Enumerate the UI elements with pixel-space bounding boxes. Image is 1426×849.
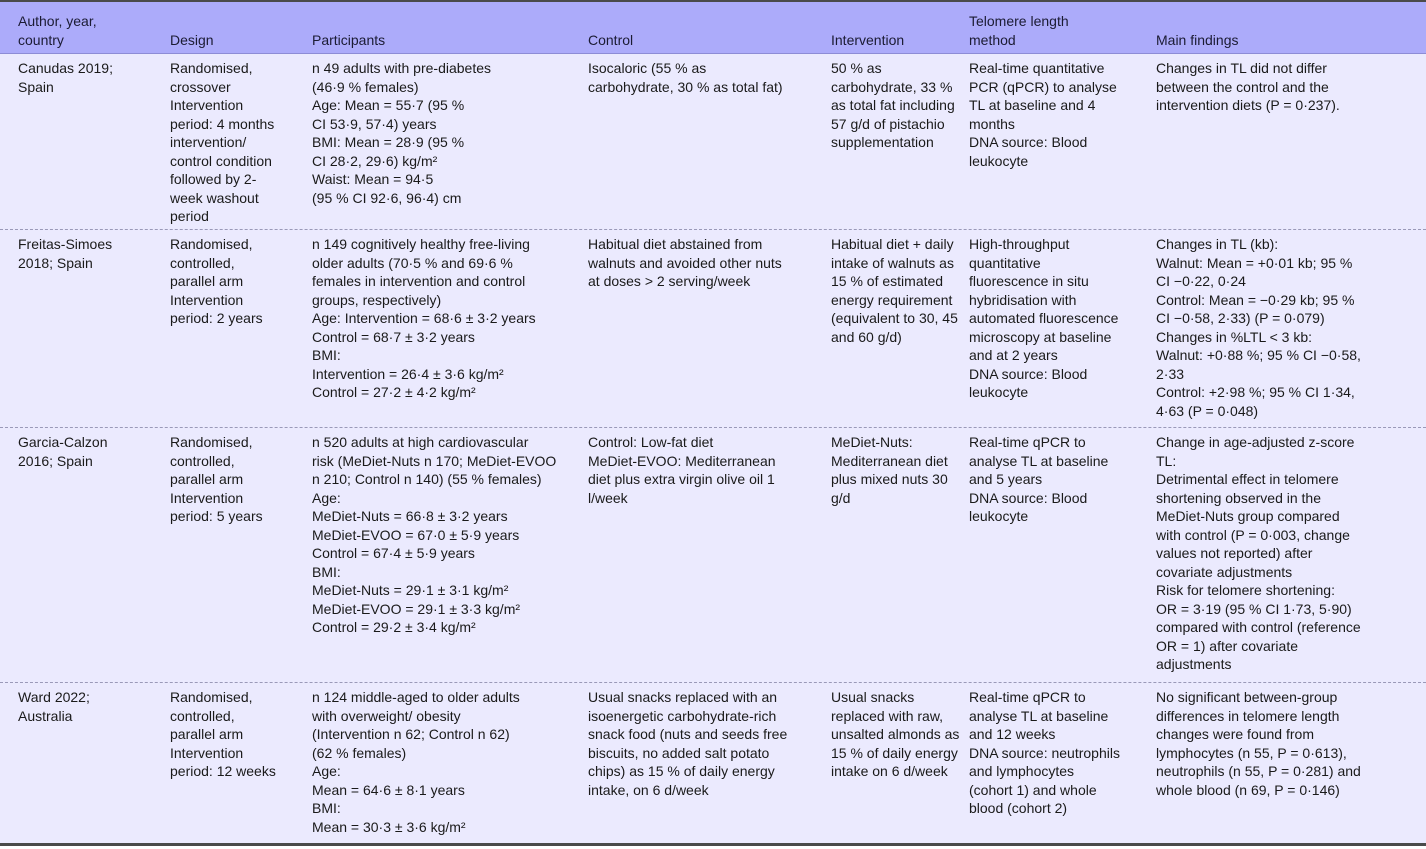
header-author xyxy=(0,2,170,53)
cell-line: risk (MeDiet-Nuts n 170; MeDiet-EVOO xyxy=(312,452,557,469)
cell-line: analyse TL at baseline xyxy=(969,452,1109,469)
cell-method xyxy=(969,683,1156,843)
cell-line: BMI: Mean = 28·9 (95 % xyxy=(312,134,465,150)
cell-line: Control: Mean = −0·29 kb; 95 % xyxy=(1156,291,1355,308)
cell-line: Detrimental effect in telomere xyxy=(1156,471,1339,487)
cell-line: Randomised, xyxy=(170,60,253,76)
cell-line: and at 2 years xyxy=(969,347,1058,363)
cell-line: BMI: xyxy=(312,563,341,580)
cell-author xyxy=(0,428,170,682)
cell-line: with overweight/ obesity xyxy=(312,707,461,724)
cell-line: CI 53·9, 57·4) years xyxy=(312,115,437,132)
cell-line: quantitative xyxy=(969,254,1041,271)
cell-participants xyxy=(312,428,588,682)
cell-design xyxy=(170,230,312,427)
cell-line: (62 % females) xyxy=(312,744,407,761)
cell-line: leukocyte xyxy=(969,384,1029,400)
cell-line: Control = 29·2 ± 3·4 kg/m² xyxy=(312,619,476,635)
cell-control xyxy=(588,428,831,682)
cell-line: Real-time qPCR to xyxy=(969,434,1086,450)
header-intervention xyxy=(831,2,969,53)
cell-line: No significant between-group xyxy=(1156,689,1338,705)
cell-line: neutrophils (n 55, P = 0·281) and xyxy=(1156,763,1361,779)
cell-line: Control = 67·4 ± 5·9 years xyxy=(312,545,475,561)
cell-line: parallel arm xyxy=(170,273,244,289)
cell-line: 15 % of estimated xyxy=(831,273,944,289)
cell-line: n 210; Control n 140) (55 % females) xyxy=(312,471,542,487)
cell-line: parallel arm xyxy=(170,471,244,487)
cell-line: intake, on 6 d/week xyxy=(588,781,709,798)
cell-line: DNA source: Blood xyxy=(969,489,1088,506)
cell-line: Randomised, xyxy=(170,689,253,705)
cell-line: TL at baseline and 4 xyxy=(969,97,1096,113)
header-design xyxy=(170,2,312,53)
cell-line: Canudas 2019; xyxy=(18,60,113,76)
cell-line: CI 28·2, 29·6) kg/m² xyxy=(312,152,438,169)
cell-findings xyxy=(1156,683,1426,843)
cell-method xyxy=(969,428,1156,682)
cell-line: Real-time quantitative xyxy=(969,60,1105,76)
cell-line: Age: xyxy=(312,489,341,506)
cell-line: intake of walnuts as xyxy=(831,254,954,271)
cell-control xyxy=(588,54,831,229)
cell-line: controlled, xyxy=(170,707,235,724)
cell-line: MeDiet-Nuts: xyxy=(831,434,913,450)
cell-line: MeDiet-EVOO = 29·1 ± 3·3 kg/m² xyxy=(312,600,521,617)
cell-line: period: 2 years xyxy=(170,310,263,326)
cell-line: 2018; Spain xyxy=(18,254,93,271)
cell-line: and 12 weeks xyxy=(969,726,1056,742)
cell-participants xyxy=(312,230,588,427)
cell-line: Garcia-Calzon xyxy=(18,434,108,450)
cell-design xyxy=(170,428,312,682)
header-control xyxy=(588,2,831,53)
cell-line: changes were found from xyxy=(1156,726,1314,742)
cell-line: differences in telomere length xyxy=(1156,707,1340,724)
table-header xyxy=(0,2,1426,54)
cell-line: compared with control (reference xyxy=(1156,619,1361,635)
cell-line: (95 % CI 92·6, 96·4) cm xyxy=(312,189,462,206)
cell-line: controlled, xyxy=(170,452,235,469)
cell-line: and 5 years xyxy=(969,471,1043,487)
cell-line: OR = 1) after covariate xyxy=(1156,637,1299,654)
cell-line: isoenergetic carbohydrate-rich xyxy=(588,707,777,724)
cell-line: values not reported) after xyxy=(1156,545,1313,561)
cell-line: Risk for telomere shortening: xyxy=(1156,582,1335,598)
cell-line: carbohydrate, 30 % as total fat) xyxy=(588,78,783,95)
header-label: Intervention xyxy=(831,31,905,48)
cell-line: Habitual diet + daily xyxy=(831,236,954,252)
cell-line: 4·63 (P = 0·048) xyxy=(1156,402,1259,419)
cell-line: plus mixed nuts 30 xyxy=(831,471,948,487)
cell-line: Mean = 64·6 ± 8·1 years xyxy=(312,781,465,798)
cell-line: 2·33 xyxy=(1156,365,1185,382)
cell-line: at doses > 2 serving/week xyxy=(588,273,751,289)
cell-line: l/week xyxy=(588,489,628,506)
cell-line: shortening observed in the xyxy=(1156,489,1321,506)
cell-line: n 49 adults with pre-diabetes xyxy=(312,60,491,76)
header-label: Control xyxy=(588,31,634,48)
table-row xyxy=(0,427,1426,682)
table-row xyxy=(0,54,1426,229)
cell-line: Australia xyxy=(18,707,73,724)
cell-line: followed by 2- xyxy=(170,171,257,187)
cell-line: MeDiet-EVOO = 67·0 ± 5·9 years xyxy=(312,526,520,543)
cell-line: CI −0·58, 2·33) (P = 0·079) xyxy=(1156,310,1325,326)
cell-line: Randomised, xyxy=(170,236,253,252)
cell-line: MeDiet-Nuts = 29·1 ± 3·1 kg/m² xyxy=(312,582,509,598)
cell-control xyxy=(588,683,831,843)
cell-line: PCR (qPCR) to analyse xyxy=(969,78,1117,95)
cell-author xyxy=(0,230,170,427)
cell-findings xyxy=(1156,54,1426,229)
cell-line: g/d xyxy=(831,489,851,506)
cell-line: Change in age-adjusted z-score xyxy=(1156,434,1355,450)
cell-participants xyxy=(312,683,588,843)
cell-line: Control: +2·98 %; 95 % CI 1·34, xyxy=(1156,384,1355,400)
cell-line: hybridisation with xyxy=(969,291,1077,308)
cell-intervention xyxy=(831,428,969,682)
cell-line: (Intervention n 62; Control n 62) xyxy=(312,726,510,742)
cell-line: Intervention xyxy=(170,291,244,308)
cell-line: intake on 6 d/week xyxy=(831,763,948,779)
cell-line: Randomised, xyxy=(170,434,253,450)
cell-line: walnuts and avoided other nuts xyxy=(588,254,782,271)
cell-line: MeDiet-Nuts group compared xyxy=(1156,508,1340,524)
cell-line: unsalted almonds as xyxy=(831,726,960,742)
cell-line: automated fluorescence xyxy=(969,310,1119,326)
cell-line: (46·9 % females) xyxy=(312,78,419,95)
cell-line: High-throughput xyxy=(969,236,1070,252)
cell-method xyxy=(969,54,1156,229)
cell-line: as total fat including xyxy=(831,97,955,113)
cell-line: blood (cohort 2) xyxy=(969,800,1068,816)
cell-line: period: 5 years xyxy=(170,508,263,524)
cell-intervention xyxy=(831,683,969,843)
header-label: Main findings xyxy=(1156,31,1239,48)
cell-line: older adults (70·5 % and 69·6 % xyxy=(312,254,513,271)
cell-author xyxy=(0,683,170,843)
header-method xyxy=(969,2,1156,53)
cell-line: lymphocytes (n 55, P = 0·613), xyxy=(1156,744,1347,761)
cell-line: months xyxy=(969,115,1015,132)
table-row xyxy=(0,682,1426,843)
cell-line: leukocyte xyxy=(969,508,1029,524)
cell-findings xyxy=(1156,428,1426,682)
cell-line: Walnut: Mean = +0·01 kb; 95 % xyxy=(1156,254,1353,271)
cell-line: between the control and the xyxy=(1156,78,1329,95)
cell-line: CI −0·22, 0·24 xyxy=(1156,273,1246,289)
cell-line: Habitual diet abstained from xyxy=(588,236,763,252)
cell-line: replaced with raw, xyxy=(831,707,944,724)
cell-line: diet plus extra virgin olive oil 1 xyxy=(588,471,775,487)
cell-line: 57 g/d of pistachio xyxy=(831,115,945,132)
header-label: Telomere length xyxy=(969,13,1069,29)
cell-line: and lymphocytes xyxy=(969,763,1075,779)
cell-line: (equivalent to 30, 45 xyxy=(831,310,958,326)
cell-line: Control: Low-fat diet xyxy=(588,434,714,450)
cell-line: (cohort 1) and whole xyxy=(969,781,1097,798)
cell-line: BMI: xyxy=(312,800,341,816)
cell-line: OR = 3·19 (95 % CI 1·73, 5·90) xyxy=(1156,600,1352,617)
cell-line: fluorescence in situ xyxy=(969,273,1089,289)
cell-line: period: 4 months xyxy=(170,115,275,132)
cell-line: crossover xyxy=(170,78,231,95)
cell-method xyxy=(969,230,1156,427)
cell-line: Mediterranean diet xyxy=(831,452,948,469)
cell-line: Control = 27·2 ± 4·2 kg/m² xyxy=(312,384,476,400)
cell-intervention xyxy=(831,230,969,427)
cell-line: TL: xyxy=(1156,452,1177,469)
cell-line: females in intervention and control xyxy=(312,273,526,289)
cell-line: 50 % as xyxy=(831,60,882,76)
cell-line: groups, respectively) xyxy=(312,291,442,308)
cell-line: control condition xyxy=(170,152,272,169)
cell-line: Age: xyxy=(312,763,341,779)
cell-line: whole blood (n 69, P = 0·146) xyxy=(1156,781,1340,798)
cell-line: Intervention xyxy=(170,489,244,506)
cell-line: Spain xyxy=(18,78,54,95)
cell-line: MeDiet-Nuts = 66·8 ± 3·2 years xyxy=(312,508,508,524)
cell-line: 2016; Spain xyxy=(18,452,93,469)
cell-line: Intervention = 26·4 ± 3·6 kg/m² xyxy=(312,365,504,382)
cell-line: Freitas-Simoes xyxy=(18,236,113,252)
cell-line: n 520 adults at high cardiovascular xyxy=(312,434,529,450)
cell-line: intervention/ xyxy=(170,134,247,150)
cell-line: controlled, xyxy=(170,254,235,271)
cell-line: Age: Mean = 55·7 (95 % xyxy=(312,97,465,113)
cell-line: Isocaloric (55 % as xyxy=(588,60,707,76)
cell-participants xyxy=(312,54,588,229)
cell-line: period xyxy=(170,208,209,224)
cell-line: microscopy at baseline xyxy=(969,328,1112,345)
cell-line: n 124 middle-aged to older adults xyxy=(312,689,520,705)
header-label: Design xyxy=(170,31,214,48)
cell-line: DNA source: Blood xyxy=(969,134,1088,150)
cell-line: intervention diets (P = 0·237). xyxy=(1156,97,1340,113)
cell-control xyxy=(588,230,831,427)
cell-line: Intervention xyxy=(170,97,244,113)
cell-line: 15 % of daily energy xyxy=(831,744,958,761)
cell-line: MeDiet-EVOO: Mediterranean xyxy=(588,452,776,469)
cell-line: Usual snacks xyxy=(831,689,915,705)
cell-line: DNA source: Blood xyxy=(969,365,1088,382)
cell-line: chips) as 15 % of daily energy xyxy=(588,763,775,779)
cell-line: analyse TL at baseline xyxy=(969,707,1109,724)
cell-author xyxy=(0,54,170,229)
cell-line: supplementation xyxy=(831,134,934,150)
cell-line: and 60 g/d) xyxy=(831,328,902,345)
cell-line: Changes in %LTL < 3 kb: xyxy=(1156,328,1313,345)
cell-line: Control = 68·7 ± 3·2 years xyxy=(312,328,475,345)
table-bottom-rule xyxy=(0,843,1426,846)
table-body xyxy=(0,54,1426,843)
cell-line: carbohydrate, 33 % xyxy=(831,78,953,95)
cell-line: Mean = 30·3 ± 3·6 kg/m² xyxy=(312,818,466,835)
cell-line: covariate adjustments xyxy=(1156,563,1293,580)
cell-line: biscuits, no added salt potato xyxy=(588,744,770,761)
cell-design xyxy=(170,683,312,843)
cell-intervention xyxy=(831,54,969,229)
header-label: country xyxy=(18,31,64,48)
table-row xyxy=(0,229,1426,427)
cell-line: Waist: Mean = 94·5 xyxy=(312,171,434,187)
cell-line: Intervention xyxy=(170,744,244,761)
cell-line: period: 12 weeks xyxy=(170,763,276,779)
header-participants xyxy=(312,2,588,53)
cell-line: Usual snacks replaced with an xyxy=(588,689,778,705)
header-label: Participants xyxy=(312,31,386,48)
header-findings xyxy=(1156,2,1426,53)
header-label: method xyxy=(969,31,1016,48)
cell-line: BMI: xyxy=(312,347,341,363)
cell-line: Age: Intervention = 68·6 ± 3·2 years xyxy=(312,310,536,326)
cell-line: parallel arm xyxy=(170,726,244,742)
cell-line: energy requirement xyxy=(831,291,953,308)
header-label: Author, year, xyxy=(18,13,97,29)
cell-line: snack food (nuts and seeds free xyxy=(588,726,788,742)
cell-line: adjustments xyxy=(1156,656,1232,672)
cell-line: Walnut: +0·88 %; 95 % CI −0·58, xyxy=(1156,347,1361,363)
cell-line: n 149 cognitively healthy free-living xyxy=(312,236,530,252)
cell-line: Changes in TL did not differ xyxy=(1156,60,1327,76)
cell-line: Ward 2022; xyxy=(18,689,90,705)
cell-design xyxy=(170,54,312,229)
cell-line: week washout xyxy=(170,189,259,206)
cell-line: DNA source: neutrophils xyxy=(969,744,1120,761)
cell-line: Real-time qPCR to xyxy=(969,689,1086,705)
cell-line: leukocyte xyxy=(969,152,1029,169)
cell-line: with control (P = 0·003, change xyxy=(1156,526,1350,543)
cell-line: Changes in TL (kb): xyxy=(1156,236,1279,252)
cell-findings xyxy=(1156,230,1426,427)
